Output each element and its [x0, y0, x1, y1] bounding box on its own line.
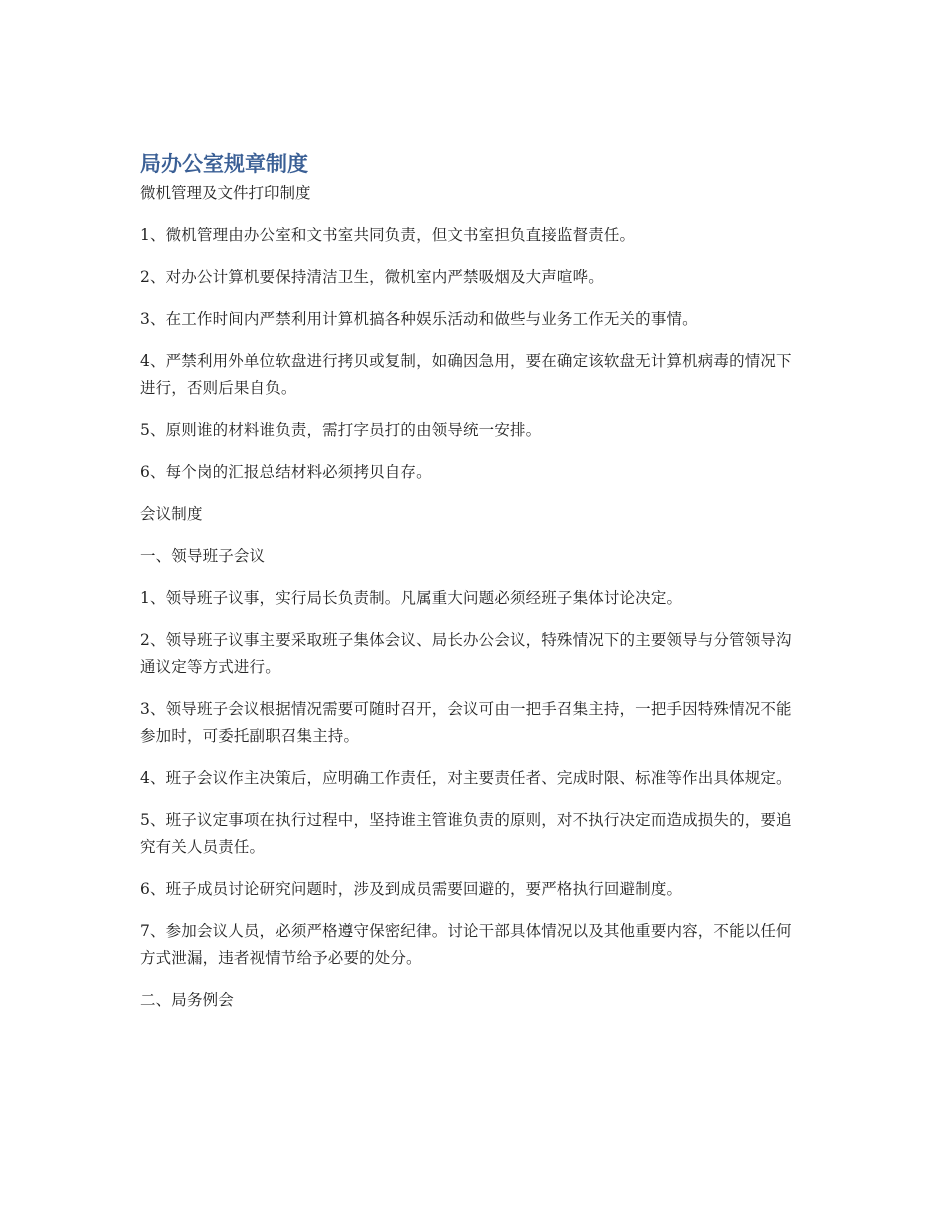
paragraph-13: 7、参加会议人员，必须严格遵守保密纪律。讨论干部具体情况以及其他重要内容，不能以任何方式泄漏，违者视情节给予必要的处分。: [140, 922, 792, 967]
subsection-heading-leadership: 一、领导班子会议: [140, 547, 266, 565]
document-page: [140, 148, 805, 1029]
paragraph-2: 2、对办公计算机要保持清洁卫生，微机室内严禁吸烟及大声喧哗。: [140, 268, 604, 286]
paragraph-8: 2、领导班子议事主要采取班子集体会议、局长办公会议，特殊情况下的主要领导与分管领导沟通议定等方式进行。: [140, 631, 792, 676]
paragraph-3: 3、在工作时间内严禁利用计算机搞各种娱乐活动和做些与业务工作无关的事情。: [140, 310, 698, 328]
paragraph-11: 5、班子议定事项在执行过程中，坚持谁主管谁负责的原则，对不执行决定而造成损失的，要追究有关人员责任。: [140, 811, 792, 856]
paragraph-6: 6、每个岗的汇报总结材料必须拷贝自存。: [140, 463, 432, 481]
subsection-heading-bureau: 二、局务例会: [140, 991, 234, 1009]
paragraph-1: 1、微机管理由办公室和文书室共同负责，但文书室担负直接监督责任。: [140, 226, 636, 244]
paragraph-5: 5、原则谁的材料谁负责，需打字员打的由领导统一安排。: [140, 421, 542, 439]
paragraph-10: 4、班子会议作主决策后，应明确工作责任，对主要责任者、完成时限、标准等作出具体规定。: [140, 769, 792, 787]
document-subtitle: 微机管理及文件打印制度: [140, 184, 311, 202]
document-title: 局办公室规章制度: [140, 152, 308, 176]
paragraph-9: 3、领导班子会议根据情况需要可随时召开，会议可由一把手召集主持，一把手因特殊情况不能参加时，可委托副职召集主持。: [140, 700, 792, 745]
paragraph-7: 1、领导班子议事，实行局长负责制。凡属重大问题必须经班子集体讨论决定。: [140, 589, 683, 607]
paragraph-4: 4、严禁利用外单位软盘进行拷贝或复制，如确因急用，要在确定该软盘无计算机病毒的情况下进行，否则后果自负。: [140, 352, 792, 397]
section-heading-meeting: 会议制度: [140, 505, 203, 523]
paragraph-12: 6、班子成员讨论研究问题时，涉及到成员需要回避的，要严格执行回避制度。: [140, 880, 683, 898]
